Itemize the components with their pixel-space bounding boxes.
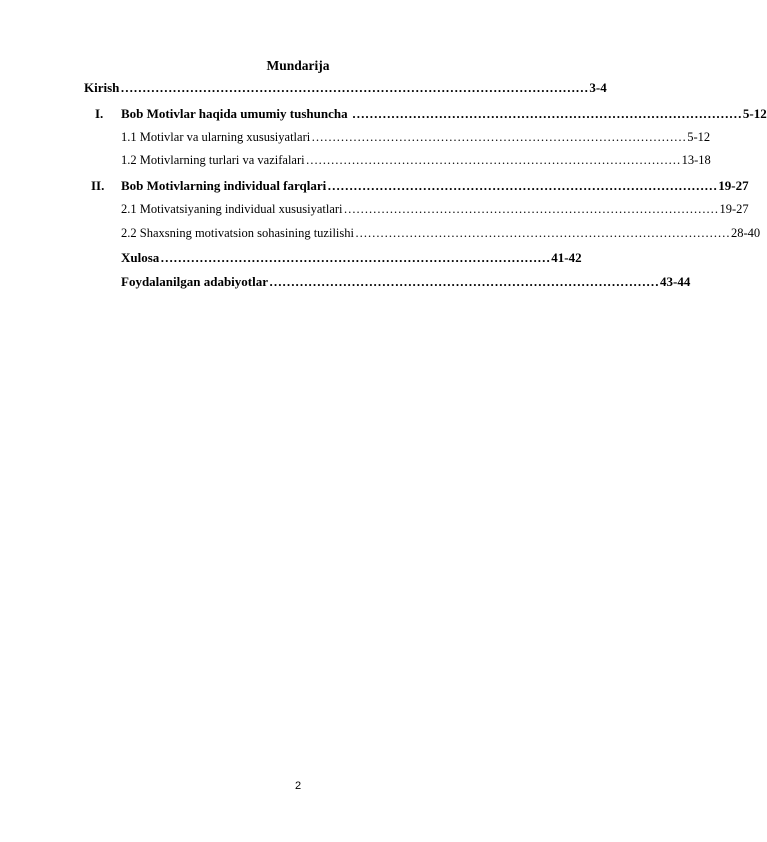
toc-entry-label: Xulosa — [121, 250, 160, 265]
toc-entry-section-2-2[interactable] — [121, 226, 761, 241]
toc-entry-xulosa[interactable] — [121, 250, 582, 266]
page-title: Mundarija — [266, 58, 330, 73]
dot-leader: ……………………………………………………………………………… — [269, 274, 659, 289]
dot-leader: ……………………………………………………………………………… — [311, 130, 687, 144]
toc-entry-page: 41-42 — [551, 250, 582, 265]
toc-entry-page: 19-27 — [719, 202, 749, 216]
toc-entry-page: 5-12 — [687, 130, 711, 144]
toc-entry-section-2-1[interactable] — [121, 202, 749, 217]
dot-leader: ……………………………………………………………………………………………… — [120, 80, 589, 95]
toc-entry-label: 2.2 Shaxsning motivatsion sohasining tuzilishi — [121, 226, 354, 240]
dot-leader: ……………………………………………………………………………… — [355, 226, 730, 240]
toc-entry-page: 43-44 — [660, 274, 691, 289]
chapter-numeral: II. — [91, 178, 105, 193]
dot-leader: ……………………………………………………………………………… — [348, 106, 742, 121]
toc-entry-section-1-1[interactable] — [121, 130, 711, 145]
toc-entry-chapter-1[interactable] — [121, 106, 767, 122]
toc-entry-page: 3-4 — [589, 80, 607, 95]
toc-entry-chapter-2[interactable] — [121, 178, 749, 194]
dot-leader: ……………………………………………………………………………… — [160, 250, 551, 265]
toc-entry-section-1-2[interactable] — [121, 153, 711, 168]
toc-entry-label: Bob Motivlarning individual farqlari — [121, 178, 327, 193]
toc-entry-page: 5-12 — [742, 106, 767, 121]
toc-entry-label: 2.1 Motivatsiyaning individual xususiyatlari — [121, 202, 343, 216]
toc-entry-label: Bob Motivlar haqida umumiy tushuncha — [121, 106, 348, 121]
dot-leader: ……………………………………………………………………………… — [327, 178, 718, 193]
page-number: 2 — [294, 780, 302, 792]
dot-leader: ……………………………………………………………………………… — [305, 153, 681, 167]
toc-entry-label: 1.2 Motivlarning turlari va vazifalari — [121, 153, 305, 167]
toc-entry-label: 1.1 Motivlar va ularning xususiyatlari — [121, 130, 311, 144]
toc-entry-references[interactable] — [121, 274, 691, 290]
dot-leader: ……………………………………………………………………………… — [343, 202, 719, 216]
toc-entry-page: 13-18 — [681, 153, 711, 167]
toc-entry-label: Kirish — [84, 80, 120, 95]
chapter-numeral: I. — [95, 106, 104, 121]
toc-entry-page: 19-27 — [718, 178, 749, 193]
toc-entry-kirish[interactable] — [84, 80, 607, 96]
toc-entry-page: 28-40 — [731, 226, 761, 240]
toc-entry-label: Foydalanilgan adabiyotlar — [121, 274, 268, 289]
